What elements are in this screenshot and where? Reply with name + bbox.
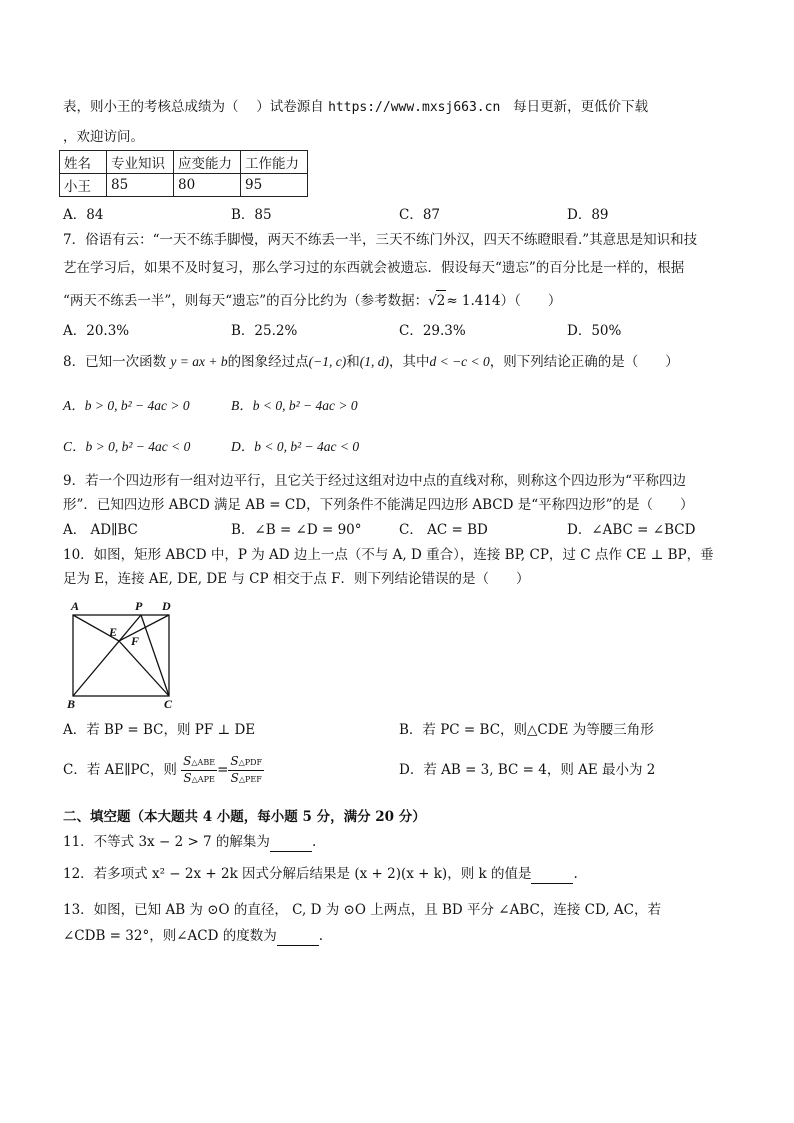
rectangle-figure [62,598,182,710]
q8-option-c: C．b > 0, b² − 4ac < 0 [63,439,191,454]
q7-option-d: D．50% [567,323,622,339]
q8-function: y = ax + b [170,354,228,369]
q8-mid: 的图象经过点 [227,354,309,370]
q7-option-c: C．29.3% [399,323,466,339]
frac-sub: △PDF [238,758,263,767]
frac-sym: S [230,771,239,785]
label-b: B [67,697,76,710]
q10-option-a: A．若 BP = BC，则 PF ⊥ DE [63,722,256,738]
table-header: 应变能力 [174,151,241,174]
table-cell: 小王 [60,174,107,197]
q6-option-a: A．84 [63,207,104,223]
label-e: E [109,625,118,639]
frac-sub: △PEF [238,775,262,784]
q6-text: 表，则小王的考核总成绩为（ ）试卷源自 [63,99,324,115]
label-c: C [164,697,173,710]
q11-text: 11．不等式 3x − 2 > 7 的解集为 [63,834,270,850]
q9-option-b: B．∠B = ∠D = 90° [231,522,362,538]
q6-line1 [63,97,648,118]
q8-and: 和 [346,354,360,370]
q11 [63,832,316,852]
equals-sign: = [217,762,229,778]
label-a: A [71,599,80,613]
q6-text-end: 每日更新，更低价下载 [513,99,649,115]
table-cell: 85 [107,174,174,197]
frac-sym: S [230,754,239,768]
table-cell: 80 [174,174,241,197]
frac-sym: S [183,754,192,768]
q9-option-c: C． AC = BD [399,522,488,538]
q9-option-d: D．∠ABC = ∠BCD [567,522,696,538]
q8-cond-pre: ，其中 [388,354,430,370]
q13-text: ∠CDB = 32°，则∠ACD 的度数为 [63,928,277,944]
q8-prefix: 8．已知一次函数 [63,354,167,370]
table-row [60,174,308,197]
table-header: 专业知识 [107,151,174,174]
q10-line2: 足为 E，连接 AE, DE, DE 与 CP 相交于点 F．则下列结论错误的是（ ） [63,571,530,587]
q10-option-b: B．若 PC = BC，则△CDE 为等腰三角形 [399,722,654,738]
area-ratio-right [228,754,264,787]
q12 [63,864,578,884]
sqrt-radicand: 2 [436,290,447,311]
segment-de [119,615,169,641]
q7-line3 [63,290,561,311]
q7-line2: 艺在学习后，如果不及时复习，那么学习过的东西就会被遗忘．假设每天“遗忘”的百分比是一样的，根据 [63,260,685,276]
q9-option-a: A． AD∥BC [63,522,138,538]
frac-sub: △ABE [191,758,216,767]
q7-option-b: B．25.2% [231,323,298,339]
q10-option-c [63,754,264,787]
q10-line1: 10．如图，矩形 ABCD 中，P 为 AD 边上一点（不与 A, D 重合），连接 BP, CP，过 C 点作 CE ⊥ BP，垂 [63,547,714,563]
q11-end: . [311,834,317,850]
q7-option-a: A．20.3% [63,323,130,339]
answer-blank[interactable] [270,837,312,852]
frac-sym: S [183,771,192,785]
q7-line1: 7．俗语有云：“一天不练手脚慢，两天不练丢一半，三天不练门外汉，四天不练瞪眼看.”其意思是知识和技 [63,232,698,248]
q9-line2: 形”．已知四边形 ABCD 满足 AB = CD，下列条件不能满足四边形 ABCD 是“平称四边形”的是（ ） [63,497,694,513]
q12-text: 12．若多项式 x² − 2x + 2k 因式分解后结果是 (x + 2)(x + k)，则 k 的值是 [63,866,532,882]
segment-bp [73,615,141,696]
label-f: F [131,634,140,648]
answer-blank[interactable] [277,931,319,946]
q6-option-b: B．85 [231,207,272,223]
q8-end: ，则下列结论正确的是（ ） [489,354,679,370]
q10-option-d: D．若 AB = 3, BC = 4，则 AE 最小为 2 [399,762,656,778]
q6-url[interactable]: https://www.mxsj663.cn [328,100,501,115]
q6-option-c: C．87 [399,207,441,223]
segment-ce [119,641,169,696]
q12-end: . [573,866,578,882]
q8-stem [63,352,679,372]
q13-end: . [318,928,324,944]
q7-line3-text: “两天不练丢一半”，则每天“遗忘”的百分比约为（参考数据： [63,293,429,309]
q13-line2 [63,926,323,946]
q13-line1: 13．如图，已知 AB 为 ⊙O 的直径， C, D 为 ⊙O 上两点，且 BD 平分 ∠ABC，连接 CD, AC，若 [63,902,661,918]
table-header-row [60,151,308,174]
table-header: 工作能力 [241,151,308,174]
q8-condition: d < −c < 0 [429,354,490,369]
q8-point1: (−1, c) [308,354,347,369]
table-header: 姓名 [60,151,107,174]
label-d: D [162,599,171,613]
frac-sub: △APE [191,775,215,784]
q9-line1: 9．若一个四边形有一组对边平行，且它关于经过这组对边中点的直线对称，则称这个四边形为“平称四边 [63,473,686,489]
q6-line2: ，欢迎访问。 [63,129,144,145]
q7-line3-end: ≈ 1.414）（ ） [446,293,562,309]
section-heading: 二、填空题（本大题共 4 小题，每小题 5 分，满分 20 分） [63,809,426,825]
q8-option-b: B．b < 0, b² − 4ac > 0 [231,398,358,413]
answer-blank[interactable] [531,869,573,884]
area-ratio-left [181,754,217,787]
q10-optc-text: C．若 AE∥PC，则 [63,762,177,778]
q8-point2: (1, d) [359,354,389,369]
q8-option-a: A．b > 0, b² − 4ac > 0 [63,398,190,413]
table-cell: 95 [241,174,308,197]
label-p: P [135,599,143,613]
score-table [59,150,308,197]
q8-option-d: D．b < 0, b² − 4ac < 0 [231,439,360,454]
sqrt-symbol: √ [428,293,437,309]
q6-option-d: D．89 [567,207,609,223]
